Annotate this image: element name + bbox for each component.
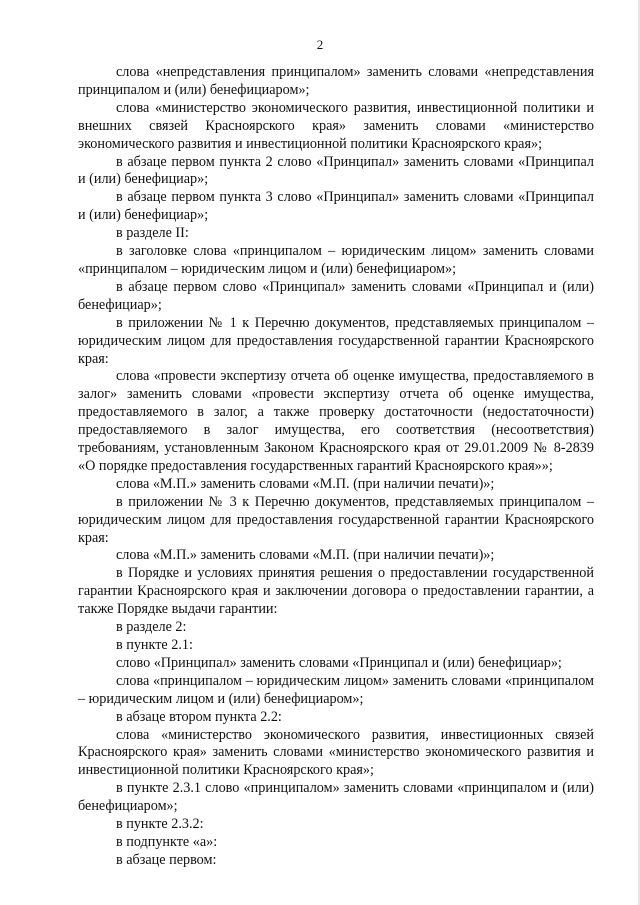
paragraph: в заголовке слова «принципалом – юридическим лицом» заменить словами «принципалом – юридическим лицом и (или) бенефициаром»;	[78, 243, 594, 277]
paragraph: в пункте 2.3.2:	[116, 816, 204, 833]
paragraph: в абзаце первом пункта 2 слово «Принципал» заменить словами «Принципал и (или) бенефициар»;	[78, 153, 594, 188]
paragraph: в абзаце первом слово «Принципал» заменить словами «Принципал и (или) бенефициар»;	[78, 278, 594, 313]
paragraph: в пункте 2.3.1 слово «принципалом» заменить словами «принципалом и (или) бенефициаром»;	[78, 780, 594, 815]
paragraph: слова «провести экспертизу отчета об оценке имущества, предоставляемого в залог» заменить словами «провести экспертизу отчета об оценке имущества, предоставляемого в залог, а также проверку достаточности (недостаточности) предоставляемого в залог имущества, его соответствия (несоответствия) требованиям, установленным Законом Красноярского края от 29.01.2009 № 8-2839 «О порядке предоставления государственных гарантий Красноярского края»»;	[78, 368, 594, 474]
paragraph: слова «принципалом – юридическим лицом» заменить словами «принципалом – юридическим лицом и (или) бенефициаром»;	[78, 672, 594, 707]
paragraph: в разделе II:	[116, 225, 189, 242]
paragraph: в Порядке и условиях принятия решения о предоставлении государственной гарантии Красноярского края и заключении договора о предоставлении гарантии, а также Порядке выдачи гарантии:	[78, 565, 594, 618]
paragraph: в абзаце первом пункта 3 слово «Принципал» заменить словами «Принципал и (или) бенефициар»;	[78, 189, 594, 224]
paragraph: в пункте 2.1:	[116, 637, 193, 653]
paragraph: в абзаце первом:	[116, 851, 217, 868]
paragraph: в приложении № 3 к Перечню документов, представляемых принципалом – юридическим лицом для предоставления государственной гарантии Красноярского края:	[78, 493, 594, 546]
page-number: 2	[316, 37, 324, 52]
paragraph: в абзаце втором пункта 2.2:	[116, 708, 282, 725]
paragraph: слова «М.П.» заменить словами «М.П. (при наличии печати)»;	[116, 475, 495, 492]
paragraph: слова «министерство экономического развития, инвестиционных связей Красноярского края» заменить словами «министерство экономического развития и инвестиционной политики Красноярского края»;	[78, 726, 594, 779]
document-body	[78, 64, 594, 870]
paragraph: в приложении № 1 к Перечню документов, представляемых принципалом – юридическим лицом для предоставления государственной гарантии Красноярского края:	[78, 314, 594, 367]
paragraph: слова «министерство экономического развития, инвестиционной политики и внешних связей Красноярского края» заменить словами «министерство экономического развития и инвестиционной политики Красноярского края»;	[78, 99, 594, 152]
paragraph: слово «Принципал» заменить словами «Принципал и (или) бенефициар»;	[116, 654, 562, 671]
paragraph: слова «непредставления принципалом» заменить словами «непредставления принципалом и (или) бенефициаром»;	[78, 64, 594, 98]
paragraph: слова «М.П.» заменить словами «М.П. (при наличии печати)»;	[116, 547, 495, 564]
paragraph: в разделе 2:	[116, 619, 187, 636]
paragraph: в подпункте «а»:	[116, 833, 218, 850]
